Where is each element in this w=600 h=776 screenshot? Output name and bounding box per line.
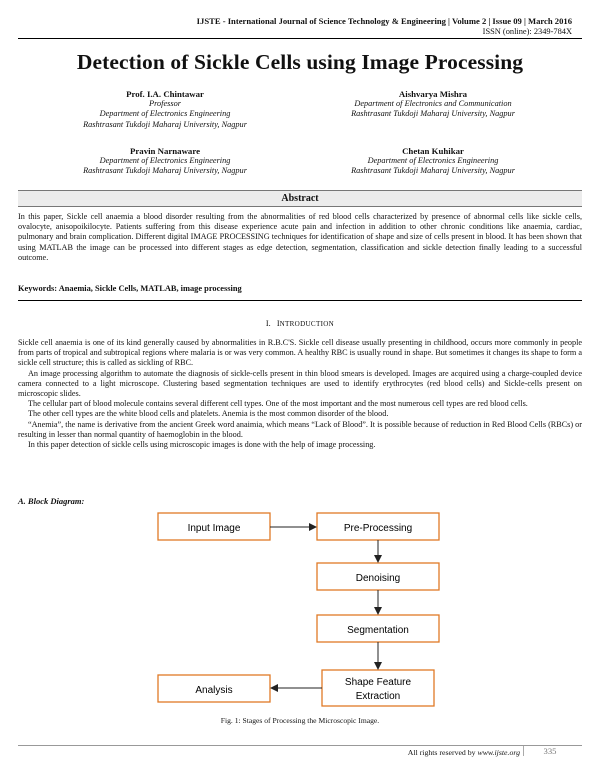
node-input-image (158, 513, 270, 540)
section-number: I. (265, 319, 271, 328)
node-denoising (317, 563, 439, 590)
subsection-heading: A. Block Diagram: (18, 496, 85, 506)
intro-paragraph: The other cell types are the white blood cells and platelets. Anemia is the most common disorder of the blood. (28, 409, 389, 419)
page-number: 335 (523, 746, 570, 756)
node-shape-feature-extraction (322, 670, 434, 706)
node-label: Segmentation (347, 625, 409, 636)
footer-rule (18, 745, 582, 746)
intro-paragraph: Sickle cell anaemia is one of its kind generally caused by abnormalities in R.B.C'S. Sickle cell disease usually presenting in childhood, occurs more commonly in people from parts of tropical and subtropical regions where malaria is or was very common. A healthy RBC is usually round in shape. But sometimes it changes its shape to form a sickle cell structure; this is called as sickling of RBC. (18, 338, 582, 368)
node-label: Extraction (355, 691, 401, 702)
author-dept: Department of Electronics Engineering (367, 156, 499, 166)
author-4 (308, 146, 558, 177)
author-name: Pravin Narnaware (130, 146, 200, 156)
intro-paragraph: In this paper detection of sickle cells using microscopic images is done with the help of image processing. (28, 440, 376, 450)
intro-paragraph: “Anemia”, the name is derivative from the ancient Greek word anaimia, which means “Lack of Blood”. It is possible because of reduction in Red Blood Cells (RBCs) or resulting in lesser than normal quantity of haemoglobin in the blood. (18, 419, 582, 439)
site-link[interactable]: www.ijste.org (477, 748, 520, 757)
node-segmentation (317, 615, 439, 642)
figure-caption: Fig. 1: Stages of Processing the Microscopic Image. (220, 716, 380, 725)
node-analysis (158, 675, 270, 702)
section-title-rest: NTRODUCTION (279, 320, 335, 328)
abstract-text: In this paper, Sickle cell anaemia a blood disorder resulting from the abnormalities of red blood cells characterized by presence of abnormal cells like sickle cells, ovalocyte, anisopoikilocyte. Patients suffering from this disease experience acute pain and infection in addition to other chronic conditions like anaemia, cardiac, pulmonary and brain complication. Different digital IMAGE PROCESSING techniques for identification of shape and size of cells present in blood. It has been shown that using MATLAB the image can be processed into different stages as edge detection, segmentation, classification and sickle detection finally leading to a successful outcome. (18, 212, 582, 262)
author-dept: Department of Electronics and Communication (354, 99, 512, 109)
section-title-initial: I (276, 319, 280, 328)
footer-rights (408, 748, 520, 757)
section-heading (0, 319, 600, 328)
paper-title: Detection of Sickle Cells using Image Processing (76, 50, 524, 74)
author-univ: Rashtrasant Tukdoji Maharaj University, Nagpur (351, 166, 515, 176)
author-2 (308, 89, 558, 120)
author-name: Chetan Kuhikar (402, 146, 464, 156)
header-rule (18, 38, 582, 39)
author-dept: Department of Electronics Engineering (99, 156, 231, 166)
author-univ: Rashtrasant Tukdoji Maharaj University, Nagpur (351, 109, 515, 119)
node-label: Pre-Processing (343, 523, 413, 534)
journal-header: IJSTE - International Journal of Science Technology & Engineering | Volume 2 | Issue 09 | March 2016 (196, 16, 572, 26)
author-name: Prof. I.A. Chintawar (126, 89, 204, 99)
intro-body (18, 338, 582, 450)
block-diagram (0, 500, 600, 715)
node-pre-processing (317, 513, 439, 540)
node-label: Denoising (355, 573, 401, 584)
author-name: Aishvarya Mishra (398, 89, 468, 99)
author-univ: Rashtrasant Tukdoji Maharaj University, Nagpur (83, 119, 247, 129)
node-label: Input Image (187, 523, 241, 534)
rights-text: All rights reserved by (407, 748, 478, 757)
intro-paragraph: The cellular part of blood molecule contains several different cell types. One of the most important and the most numerous cell types are red blood cells. (28, 399, 528, 409)
intro-paragraph: An image processing algorithm to automate the diagnosis of sickle-cells present in thin blood smears is developed. Images are acquired using a charge-coupled device camera connected to a light microscope. Clustering based segmentation techniques are used to identify erythrocytes (red blood cells) and Sickle-cells present on microscopic slides. (18, 368, 582, 399)
keywords: Keywords: Anaemia, Sickle Cells, MATLAB, image processing (18, 284, 242, 293)
author-univ: Rashtrasant Tukdoji Maharaj University, Nagpur (83, 166, 247, 176)
author-role: Professor (149, 99, 181, 109)
node-label: Analysis (195, 685, 233, 696)
abstract-heading: Abstract (18, 190, 582, 207)
author-dept: Department of Electronics Engineering (99, 109, 231, 119)
author-3 (40, 146, 290, 177)
author-1 (40, 89, 290, 130)
section-rule (18, 300, 582, 301)
node-label: Shape Feature (344, 677, 412, 688)
issn: ISSN (online): 2349-784X (482, 27, 572, 36)
